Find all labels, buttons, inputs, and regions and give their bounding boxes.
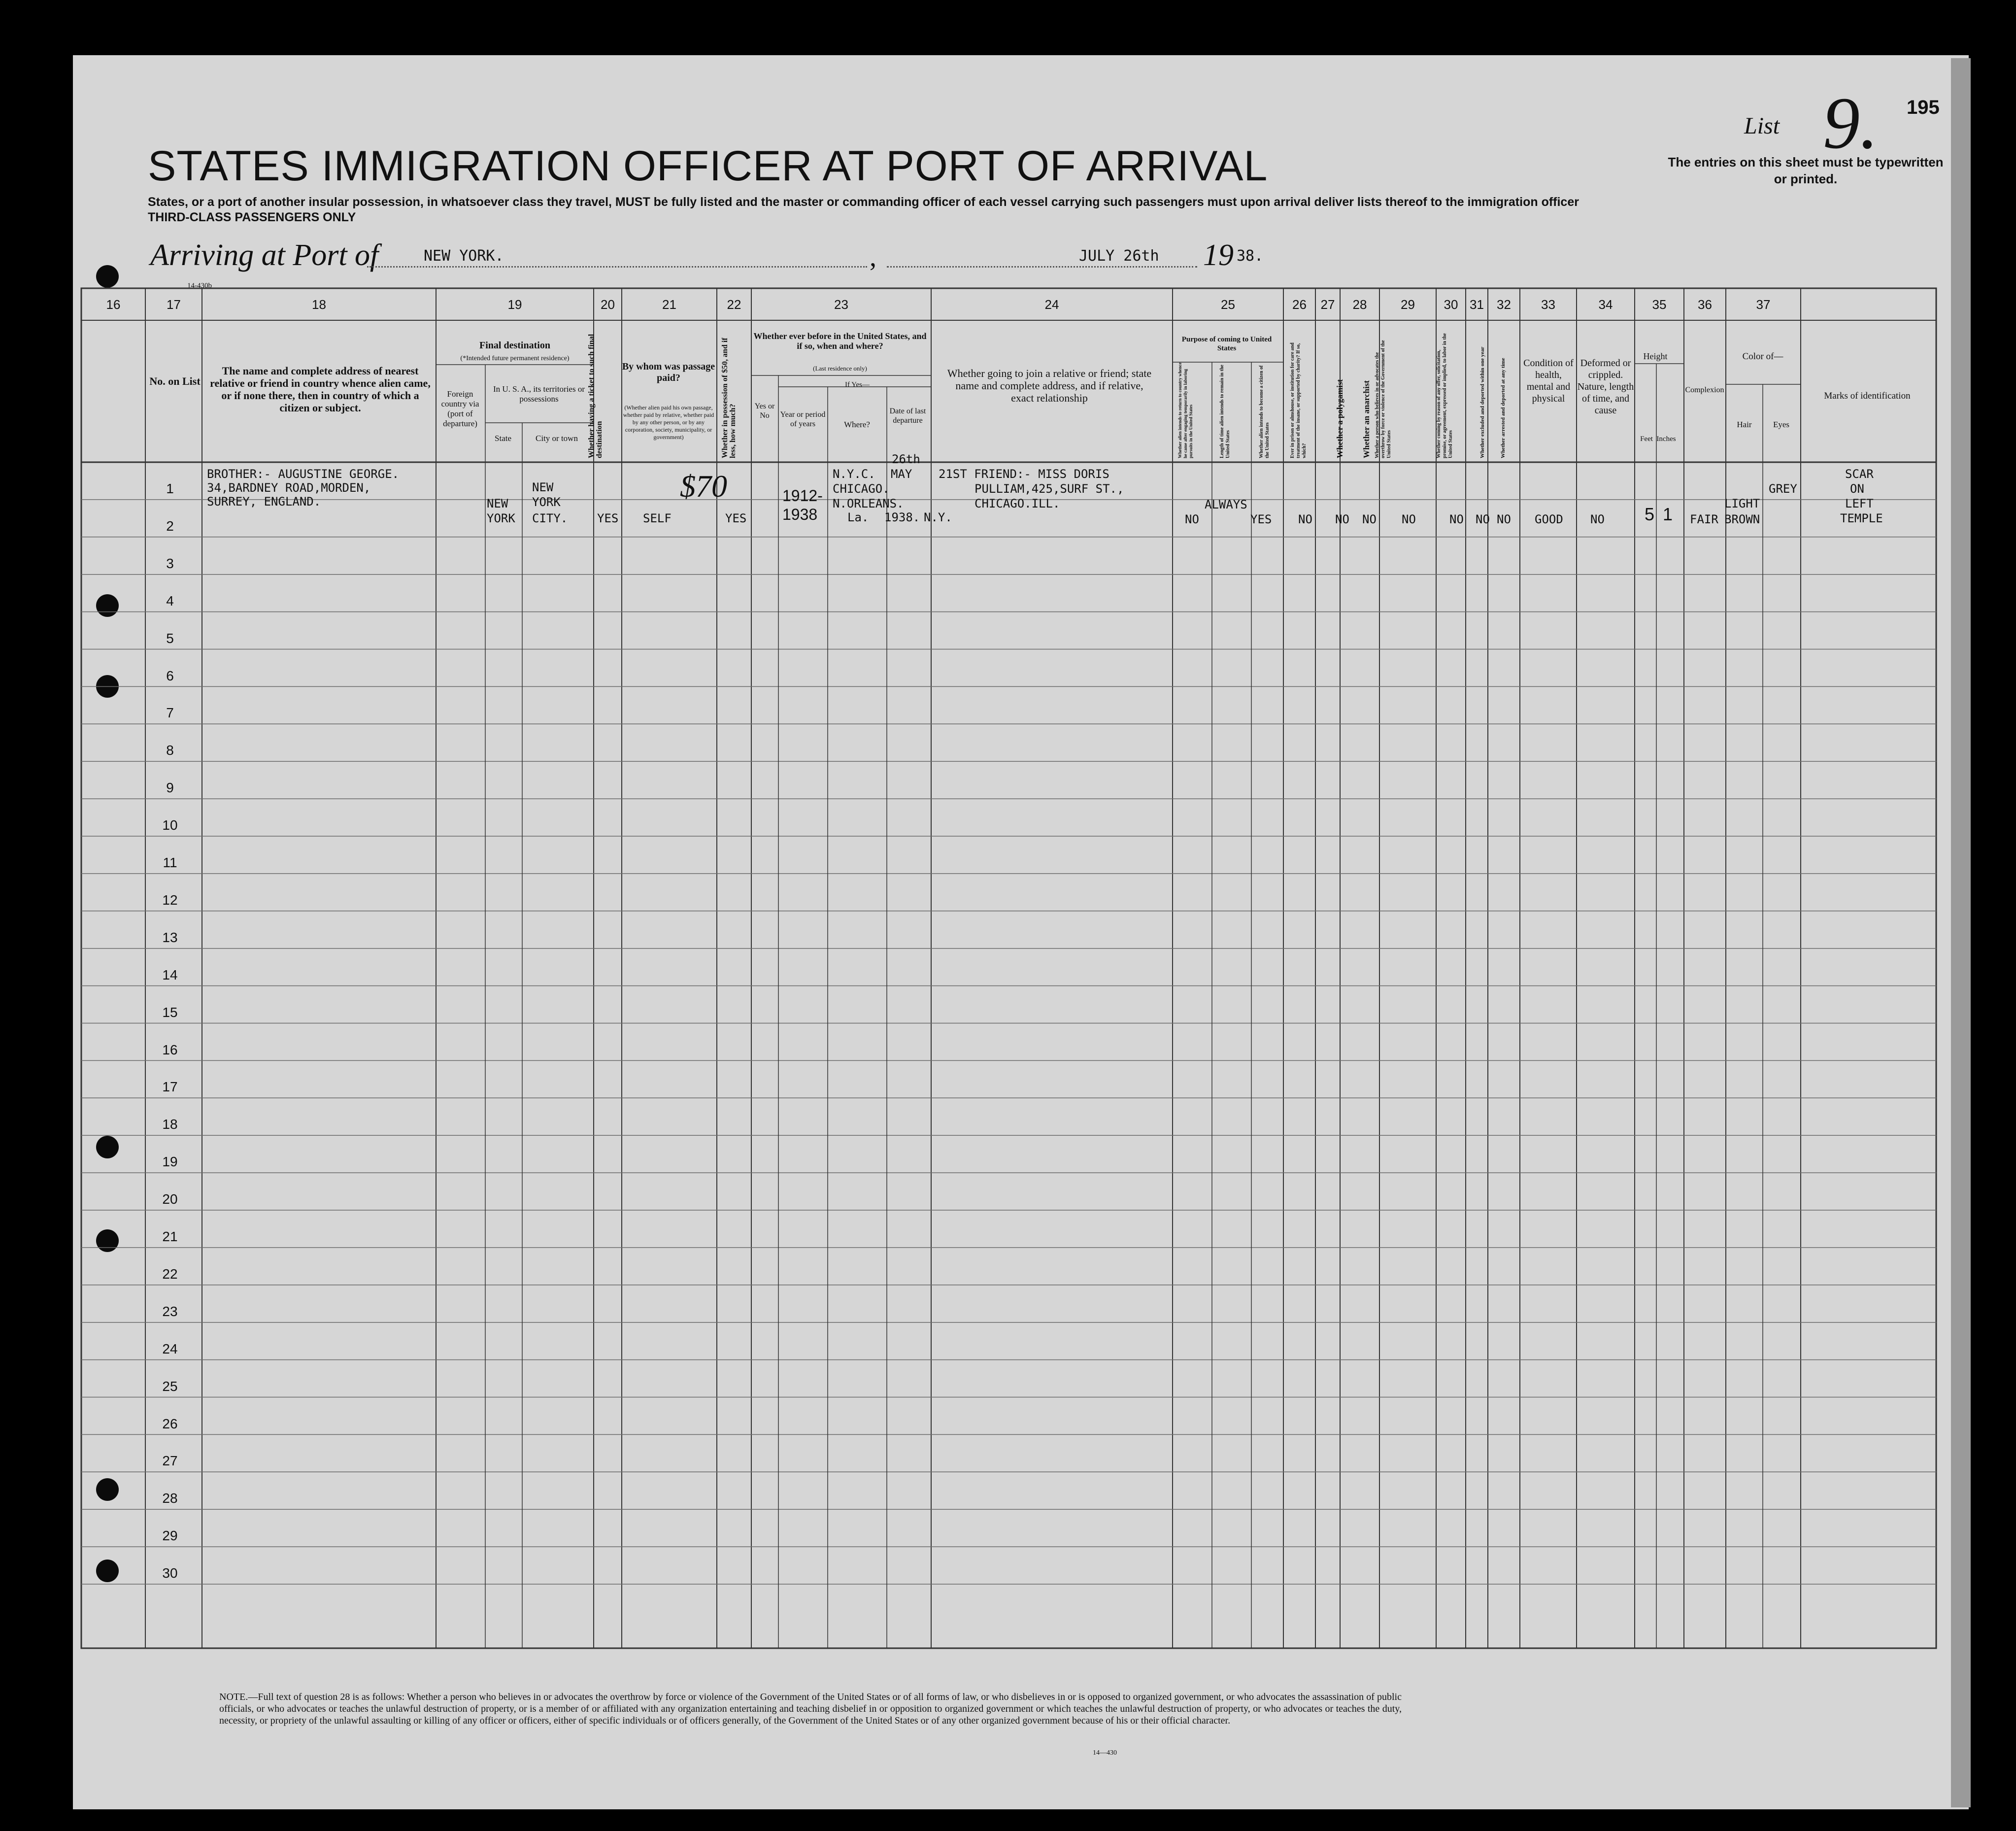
header-overthrow: Whether a person who believes in or advocates the overthrow by force or violence of the Government of the United States	[1375, 340, 1392, 458]
date-line4: N.Y.	[924, 510, 952, 524]
header-foreign-country: Foreign country via (port of departure)	[441, 389, 479, 428]
column-number: 25	[1221, 297, 1235, 312]
header-money: Whether in possession of $50, and if less, how much?	[721, 338, 737, 458]
header-hair: Hair	[1737, 420, 1752, 429]
header-years: Year or period of years	[780, 410, 826, 428]
column-number: 26	[1292, 297, 1307, 312]
deformed-value: NO	[1590, 512, 1605, 526]
deported-value: NO	[1497, 512, 1511, 526]
header-departure-date: Date of last departure	[889, 407, 926, 425]
header-state: State	[495, 434, 511, 443]
column-number: 33	[1541, 297, 1555, 312]
marks-line3: LEFT	[1845, 497, 1874, 510]
feet-value: 5	[1645, 504, 1655, 524]
row-number: 10	[162, 817, 178, 833]
column-number: 17	[167, 297, 181, 312]
column-number: 16	[106, 297, 121, 312]
header-inches: Inches	[1656, 435, 1676, 443]
city-line3: CITY.	[532, 511, 568, 525]
state-line2: YORK	[487, 511, 515, 525]
years-line1: 1912-	[782, 487, 823, 505]
header-no-on-list: No. on List	[149, 375, 201, 387]
header-where: Where?	[844, 420, 870, 429]
header-relative: The name and complete address of nearest relative or friend in country whence alien came, or if none there, then in country of which a citizen or subject.	[210, 365, 431, 414]
header-before-in-us: Whether ever before in the United States, and if so, when and where?	[753, 331, 927, 351]
arriving-label: Arriving at Port of	[150, 238, 379, 272]
header-yes-no: Yes or No	[754, 402, 775, 420]
relative-line2: 34,BARDNEY ROAD,MORDEN,	[207, 481, 371, 495]
date-value: JULY 26th	[1079, 247, 1159, 265]
overthrow-value: NO	[1402, 512, 1416, 526]
year-prefix: 19	[1203, 238, 1234, 272]
row-number: 1	[166, 481, 174, 496]
header-anarchist: Whether an anarchist	[1362, 380, 1371, 458]
years-line2: 1938	[782, 506, 818, 523]
inches-value: 1	[1663, 504, 1673, 524]
page-number: 195	[1907, 97, 1940, 118]
row-number: 16	[162, 1042, 178, 1057]
header-if-yes: If Yes—	[844, 381, 870, 389]
anarchist-value: NO	[1362, 512, 1377, 526]
column-number: 19	[507, 297, 522, 312]
complexion-value: FAIR	[1690, 512, 1718, 526]
header-eyes: Eyes	[1773, 420, 1790, 429]
form-code: 14-430b	[187, 282, 212, 290]
excluded-value: NO	[1476, 512, 1490, 526]
header-marks: Marks of identification	[1824, 391, 1911, 401]
column-number: 20	[601, 297, 615, 312]
date-line1: 26th	[892, 452, 920, 466]
column-number: 31	[1470, 297, 1484, 312]
hair-line1: LIGHT	[1724, 497, 1760, 510]
column-number: 29	[1401, 297, 1415, 312]
join-line1: 21ST FRIEND:- MISS DORIS	[939, 467, 1109, 481]
header-final-destination: Final destination	[479, 340, 550, 351]
header-excluded: Whether excluded and deported within one year	[1479, 346, 1485, 458]
row-number: 21	[162, 1229, 178, 1244]
column-number: 27	[1320, 297, 1335, 312]
column-number: 34	[1598, 297, 1613, 312]
labor-offer-value: NO	[1449, 512, 1464, 526]
row-number: 26	[162, 1416, 178, 1431]
column-number: 18	[312, 297, 326, 312]
marks-line4: TEMPLE	[1840, 511, 1883, 525]
money-value: $70	[680, 469, 727, 504]
row-number: 2	[166, 518, 174, 534]
row-number: 30	[162, 1565, 178, 1581]
row-number: 18	[162, 1117, 178, 1132]
prison-value: NO	[1298, 512, 1312, 526]
row-number: 5	[166, 630, 174, 646]
ticket-value: YES	[597, 511, 619, 525]
hair-line2: BROWN	[1724, 512, 1760, 526]
comma: ,	[870, 242, 876, 272]
column-number: 22	[727, 297, 741, 312]
row-number: 15	[162, 1004, 178, 1020]
row-number: 17	[162, 1079, 178, 1095]
footnote: NOTE.—Full text of question 28 is as follows: Whether a person who believes in or advocates the overthrow by force or violence of the Government of the United States or of all forms of law, or who disbelieves in or is opposed to organized government, or who advocates the assassination of public officials, or who advocates or teaches the unlawful destruction of property, or is a member of or affiliated with any organization entertaining and teaching disbelief in or opposition to organized government or which teaches the unlawful destruction of property, or who advocates or teaches the duty, necessity, or propriety of the unlawful assaulting or killing of any officer or officers, either of specific individuals or of officers generally, of the Government of the United States or of any other organized government because of his or their official character.	[219, 1692, 1402, 1726]
header-deported: Whether arrested and deported at any time	[1500, 358, 1506, 458]
row-number: 4	[166, 593, 174, 609]
list-label: List	[1744, 113, 1780, 139]
row-number: 13	[162, 929, 178, 945]
column-number: 21	[662, 297, 676, 312]
polygamist-value: NO	[1335, 512, 1349, 526]
row-number: 7	[166, 705, 174, 721]
row-number: 20	[162, 1191, 178, 1207]
column-number: 35	[1652, 297, 1667, 312]
date-line2: MAY	[891, 467, 912, 481]
column-number: 30	[1444, 297, 1458, 312]
marks-line1: SCAR	[1845, 467, 1874, 481]
row-number: 28	[162, 1491, 178, 1506]
header-passage-paid-sub: (Whether alien paid his own passage, whether paid by relative, whether paid by any other person, or by any corporation, society, municipality, or government)	[623, 404, 714, 441]
header-prison: Ever in prison or almshouse, or institution for care and treatment of the insane, or supported by charity? If so, which?	[1290, 342, 1307, 458]
row-number: 24	[162, 1341, 178, 1356]
health-value: GOOD	[1535, 512, 1563, 526]
row-number: 25	[162, 1378, 178, 1394]
where-line1: N.Y.C.	[833, 467, 875, 481]
purpose-citizen: YES	[1250, 512, 1272, 526]
where-line2: CHICAGO.	[833, 482, 890, 496]
form-title: STATES IMMIGRATION OFFICER AT PORT OF ARRIVAL	[148, 142, 1268, 190]
row-number: 9	[166, 780, 174, 796]
header-purpose-return: Whether alien intends to return to country whence he came after engaging temporarily in laboring pursuits in the United States	[1177, 362, 1193, 458]
header-last-residence: (Last residence only)	[813, 365, 867, 372]
header-city: City or town	[536, 434, 578, 443]
relative-line3: SURREY, ENGLAND.	[207, 495, 321, 509]
join-line3: CHICAGO.ILL.	[974, 497, 1060, 510]
header-color-of: Color of—	[1742, 351, 1783, 362]
column-number: 24	[1044, 297, 1059, 312]
state-line1: NEW	[487, 497, 508, 510]
been-before-value: YES	[725, 511, 747, 525]
column-number: 32	[1497, 297, 1511, 312]
marks-line2: ON	[1850, 482, 1864, 496]
header-polygamist: Whether a polygamist	[1335, 379, 1344, 458]
header-purpose-length: Length of time alien intends to remain in the United States	[1219, 365, 1231, 458]
row-number: 8	[166, 743, 174, 758]
row-number: 3	[166, 555, 174, 571]
class-line: THIRD-CLASS PASSENGERS ONLY	[148, 210, 356, 224]
column-number: 28	[1352, 297, 1367, 312]
city-line1: NEW	[532, 480, 554, 494]
paid-by-value: SELF	[643, 511, 672, 525]
purpose-length: ALWAYS	[1205, 498, 1247, 511]
header-labor-offer: Whether coming by reason of any offer, solicitation, promise, or agreement, expressed or implied, to labor in the United States	[1436, 333, 1453, 458]
purpose-return: NO	[1185, 512, 1199, 526]
header-ticket: Whether having a ticket to such final destination	[587, 334, 604, 458]
row-number: 14	[162, 967, 178, 983]
row-number: 27	[162, 1453, 178, 1469]
year-suffix: 38.	[1237, 247, 1264, 265]
header-join-relative: Whether going to join a relative or friend; state name and complete address, and if relative, exact relationship	[947, 367, 1152, 404]
header-purpose-citizen: Whether alien intends to become a citizen of the United States	[1259, 365, 1270, 458]
header-in-usa: In U. S. A., its territories or possessions	[493, 384, 585, 404]
footnote-code: 14—430	[1093, 1749, 1117, 1757]
header-passage-paid: By whom was passage paid?	[622, 361, 715, 383]
header-feet: Feet	[1640, 435, 1653, 443]
column-number: 37	[1756, 297, 1771, 312]
relative-line1: BROTHER:- AUGUSTINE GEORGE.	[207, 467, 400, 481]
column-number: 36	[1698, 297, 1712, 312]
port-value: NEW YORK.	[424, 247, 504, 265]
eyes-value: GREY	[1769, 482, 1797, 496]
row-number: 22	[162, 1266, 178, 1282]
header-height: Height	[1643, 351, 1668, 361]
header-complexion: Complexion	[1685, 386, 1724, 394]
header-final-destination-sub: (*Intended future permanent residence)	[460, 355, 570, 362]
list-note: The entries on this sheet must be typewritten or printed.	[1668, 155, 1944, 186]
join-line2: PULLIAM,425,SURF ST.,	[974, 482, 1124, 496]
row-number: 6	[166, 668, 174, 683]
header-health: Condition of health, mental and physical	[1523, 358, 1574, 404]
row-number: 29	[162, 1528, 178, 1544]
where-line3: N.ORLEANS.	[833, 497, 904, 510]
date-line3: 1938.	[884, 510, 920, 524]
header-purpose: Purpose of coming to United States	[1181, 336, 1272, 352]
column-number: 23	[834, 297, 848, 312]
city-line2: YORK	[532, 495, 561, 509]
subtitle-text: States, or a port of another insular possession, in whatsoever class they travel, MUST be fully listed and the master or commanding officer of each vessel carrying such passengers must upon arrival deliver lists thereof to the immigration officer	[148, 195, 1579, 209]
header-deformed: Deformed or crippled. Nature, length of time, and cause	[1577, 358, 1634, 416]
row-number: 11	[163, 855, 177, 870]
row-number: 19	[162, 1154, 178, 1170]
row-number: 23	[162, 1303, 178, 1319]
row-number: 12	[162, 892, 178, 908]
where-line4: La.	[847, 510, 869, 524]
list-number: 9.	[1823, 82, 1879, 164]
